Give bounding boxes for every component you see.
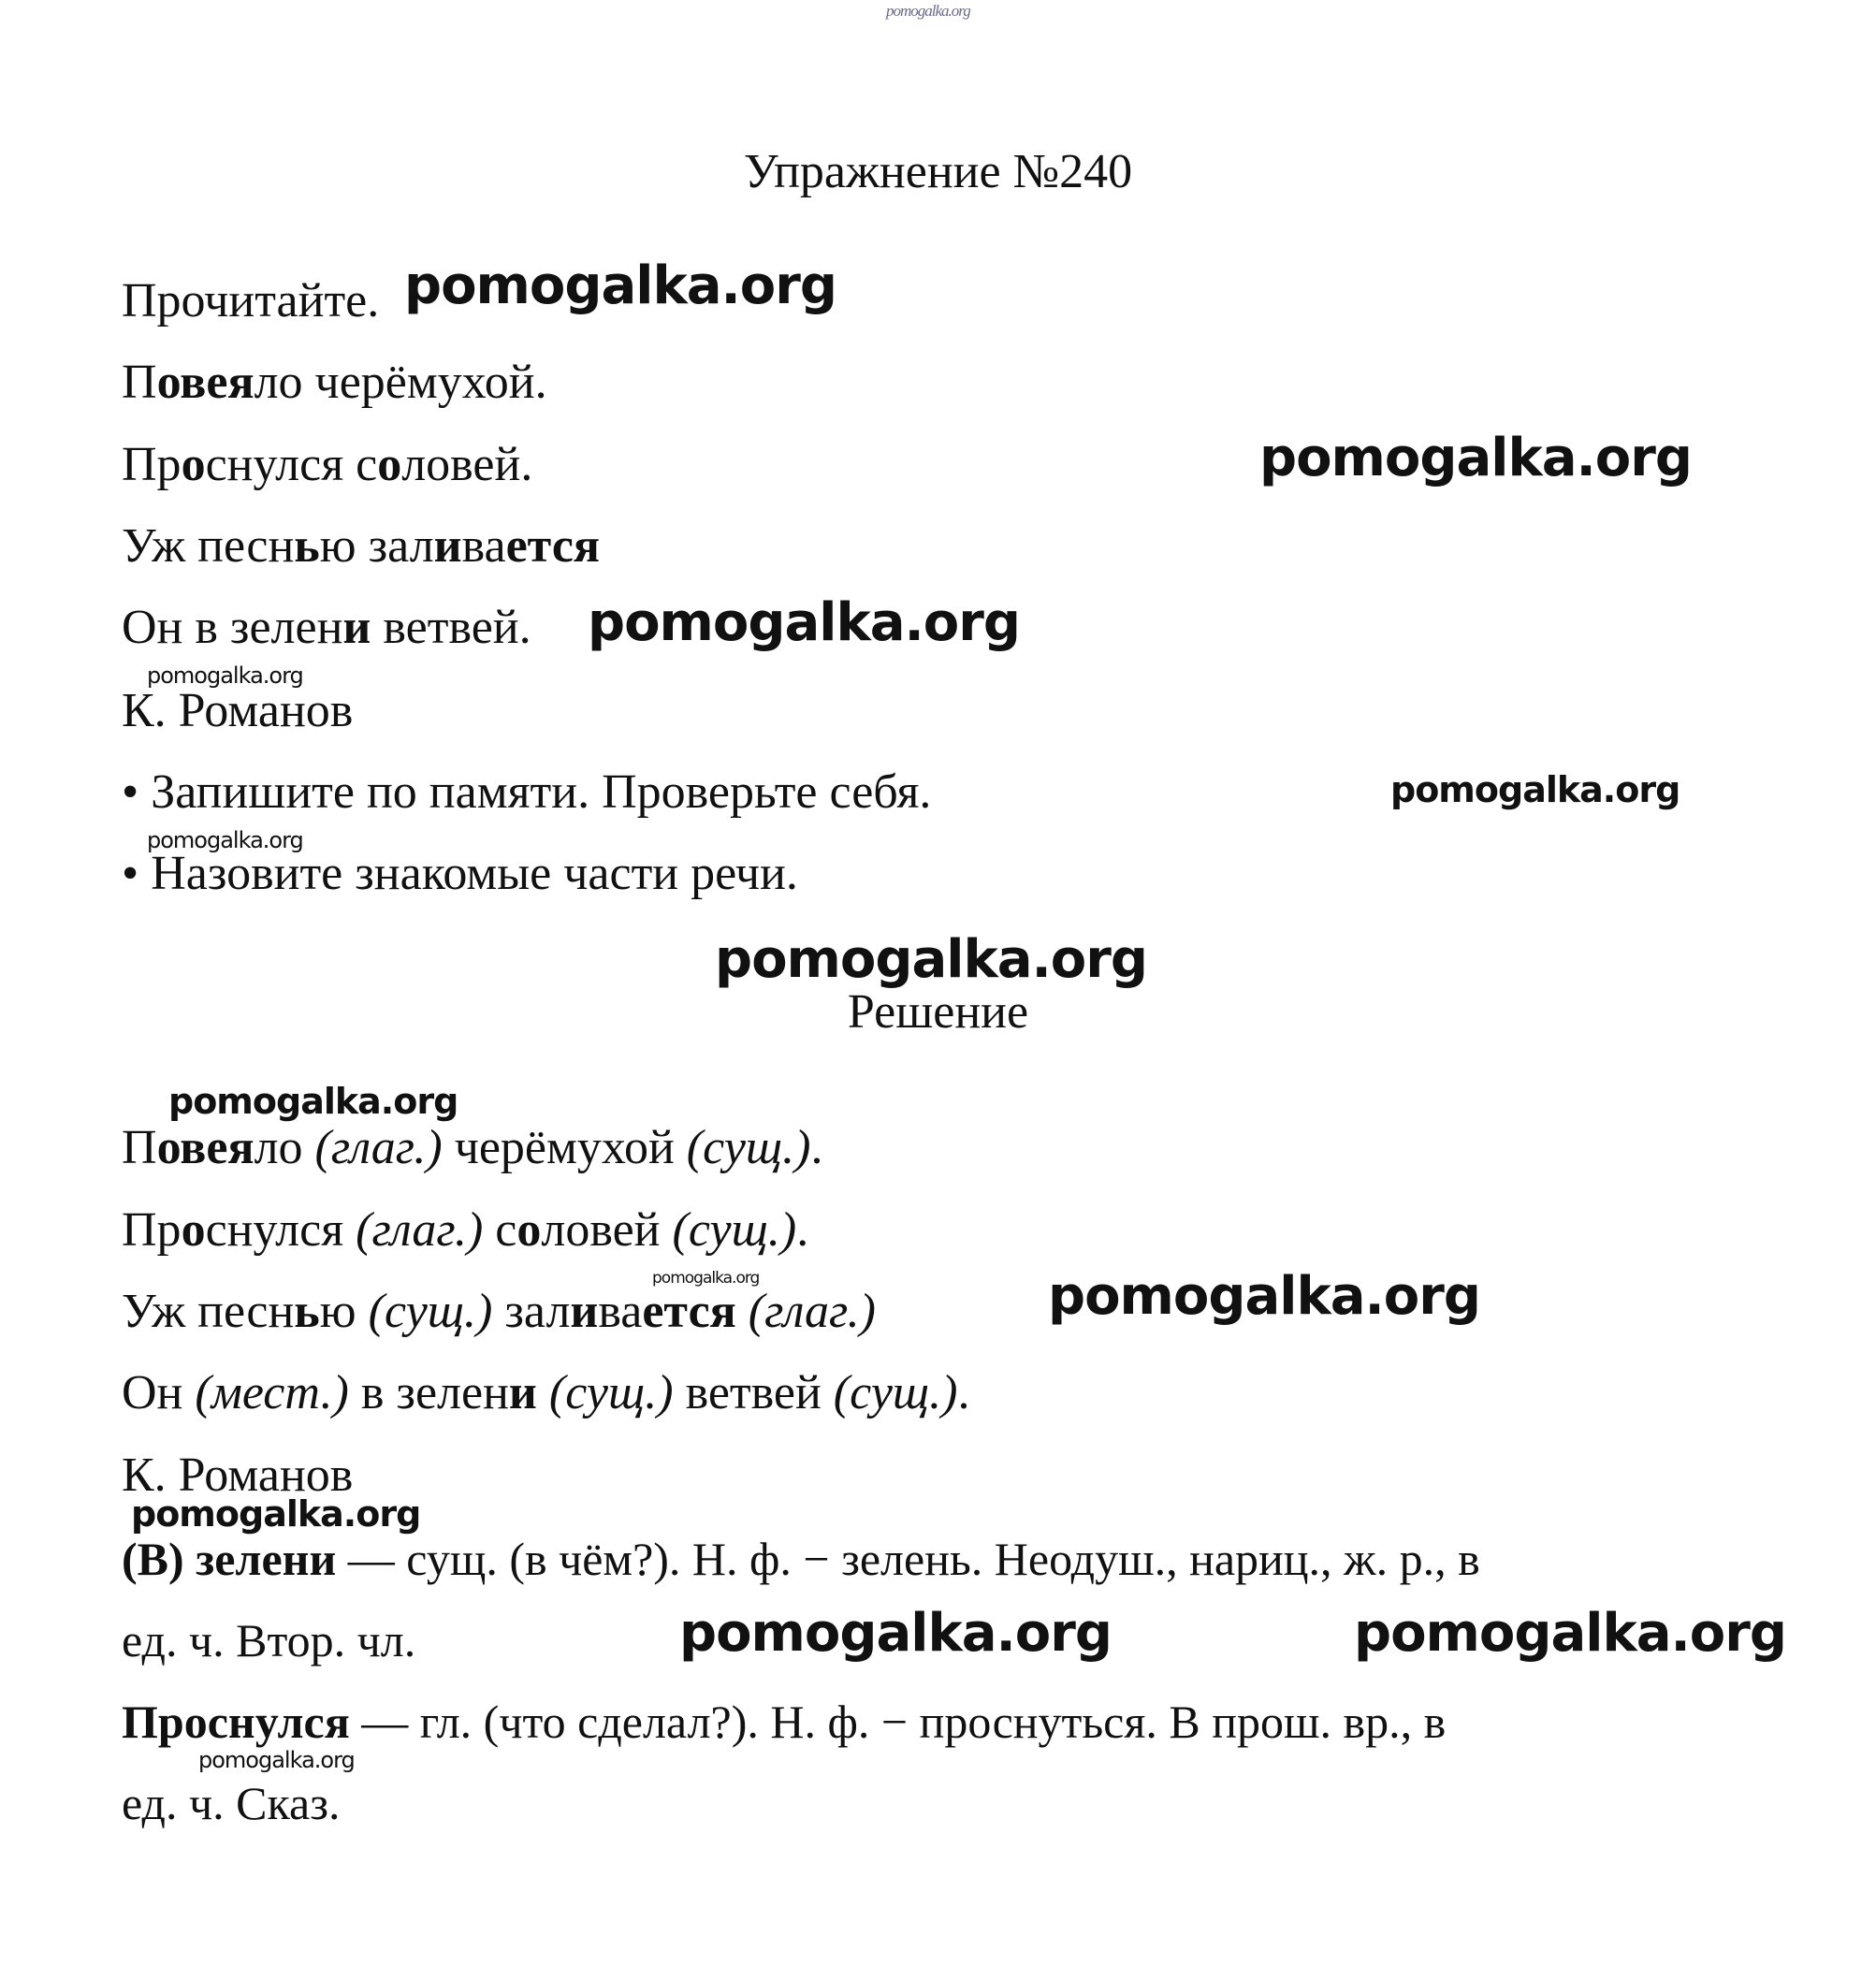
- text-segment: ловей.: [401, 438, 533, 491]
- watermark: pomogalka.org: [147, 827, 303, 853]
- analysis-1-line-1: [122, 1531, 1480, 1587]
- text-segment: Он в зелен: [122, 601, 343, 654]
- watermark: pomogalka.org: [147, 662, 303, 689]
- part-of-speech-label: (сущ.): [548, 1366, 674, 1419]
- bold-letters: я: [227, 1121, 254, 1174]
- watermark: pomogalka.org: [715, 929, 1147, 990]
- watermark: pomogalka.org: [168, 1081, 458, 1122]
- text-segment: [537, 1366, 549, 1419]
- part-of-speech-label: (сущ.): [833, 1366, 958, 1419]
- instruction-read: Прочитайте.: [122, 274, 380, 328]
- text-segment: ветвей.: [371, 601, 531, 654]
- poem-line-1: [122, 355, 547, 411]
- text-segment: черёмухой: [442, 1121, 687, 1174]
- watermark: pomogalka.org: [1390, 769, 1680, 810]
- solution-author: К. Романов: [122, 1448, 354, 1502]
- text-segment: .: [957, 1366, 970, 1419]
- text-segment: .: [796, 1203, 809, 1257]
- poem-line-3: [122, 518, 600, 575]
- watermark-top: pomogalka.org: [886, 2, 970, 20]
- watermark: pomogalka.org: [1048, 1266, 1480, 1327]
- poem-line-2: [122, 437, 532, 493]
- text-segment: [736, 1285, 749, 1338]
- bold-letters: ве: [180, 1121, 228, 1174]
- text-segment: ло черёмухой.: [254, 356, 547, 409]
- text-segment: Уж песн: [122, 519, 295, 573]
- part-of-speech-label: (глаг.): [356, 1203, 484, 1257]
- part-of-speech-label: (сущ.): [672, 1203, 797, 1257]
- text-segment: ю зал: [319, 519, 434, 573]
- text-segment: П: [122, 356, 157, 409]
- text-segment: снулся с: [205, 438, 378, 491]
- poem-author: К. Романов: [122, 684, 354, 737]
- text-segment: с: [483, 1203, 517, 1257]
- bold-letters: о: [377, 438, 402, 491]
- bold-letters: ь: [294, 519, 320, 573]
- solution-line-1: [122, 1120, 822, 1176]
- solution-heading: Решение: [847, 985, 1029, 1039]
- watermark: pomogalka.org: [652, 1269, 760, 1288]
- bold-letters: о: [156, 1121, 181, 1174]
- part-of-speech-label: (глаг.): [314, 1121, 443, 1174]
- text-segment: ю: [319, 1285, 369, 1338]
- text-segment: ветвей: [673, 1366, 834, 1419]
- part-of-speech-label: (глаг.): [748, 1285, 876, 1338]
- analysis-2-term: Проснулся: [122, 1696, 350, 1748]
- text-segment: ло: [254, 1121, 315, 1174]
- bold-letters: о: [181, 1203, 206, 1257]
- bold-letters: о: [156, 356, 181, 409]
- analysis-1-line-2: ед. ч. Втор. чл.: [122, 1614, 416, 1667]
- watermark: pomogalka.org: [404, 255, 836, 316]
- text-segment: Пр: [122, 1203, 182, 1257]
- text-segment: Уж песн: [122, 1285, 295, 1338]
- analysis-2-line-1: [122, 1694, 1446, 1750]
- text-segment: Пр: [122, 438, 182, 491]
- bold-letters: ется: [642, 1285, 736, 1338]
- watermark: pomogalka.org: [131, 1493, 421, 1535]
- poem-line-4: [122, 600, 531, 656]
- bold-letters: и: [508, 1366, 537, 1419]
- text-segment: .: [810, 1121, 823, 1174]
- solution-line-2: [122, 1202, 808, 1259]
- bold-letters: ется: [505, 519, 601, 573]
- bold-letters: и: [342, 601, 371, 654]
- analysis-2-line-2: ед. ч. Сказ.: [122, 1777, 341, 1829]
- solution-line-3: [122, 1284, 876, 1340]
- text-segment: снулся: [205, 1203, 356, 1257]
- bold-letters: и: [570, 1285, 599, 1338]
- text-segment: П: [122, 1121, 157, 1174]
- analysis-2-text: — гл. (что сделал?). Н. ф. − проснуться. В прош. вр., в: [349, 1696, 1447, 1748]
- bold-letters: ве: [180, 356, 228, 409]
- task-bullet-1: • Запишите по памяти. Проверьте себя.: [122, 765, 932, 819]
- bold-letters: я: [227, 356, 254, 409]
- bold-letters: и: [433, 519, 462, 573]
- part-of-speech-label: (мест.): [195, 1366, 349, 1419]
- exercise-title: Упражнение №240: [743, 145, 1133, 198]
- text-segment: ва: [461, 519, 506, 573]
- analysis-1-text: — сущ. (в чём?). Н. ф. − зелень. Неодуш., нариц., ж. р., в: [336, 1533, 1480, 1585]
- part-of-speech-label: (сущ.): [368, 1285, 493, 1338]
- task-bullet-2: • Назовите знакомые части речи.: [122, 847, 798, 900]
- watermark: pomogalka.org: [588, 592, 1020, 653]
- bold-letters: о: [516, 1203, 542, 1257]
- watermark: pomogalka.org: [1259, 428, 1692, 488]
- watermark: pomogalka.org: [1354, 1603, 1786, 1664]
- part-of-speech-label: (сущ.): [686, 1121, 811, 1174]
- analysis-1-term: (В) зелени: [122, 1533, 337, 1585]
- watermark: pomogalka.org: [679, 1603, 1112, 1664]
- bold-letters: ь: [294, 1285, 320, 1338]
- text-segment: ловей: [541, 1203, 673, 1257]
- text-segment: в зелен: [348, 1366, 509, 1419]
- text-segment: зал: [492, 1285, 571, 1338]
- bold-letters: о: [181, 438, 206, 491]
- text-segment: Он: [122, 1366, 196, 1419]
- watermark: pomogalka.org: [198, 1747, 355, 1773]
- solution-line-4: [122, 1365, 970, 1421]
- text-segment: ва: [598, 1285, 643, 1338]
